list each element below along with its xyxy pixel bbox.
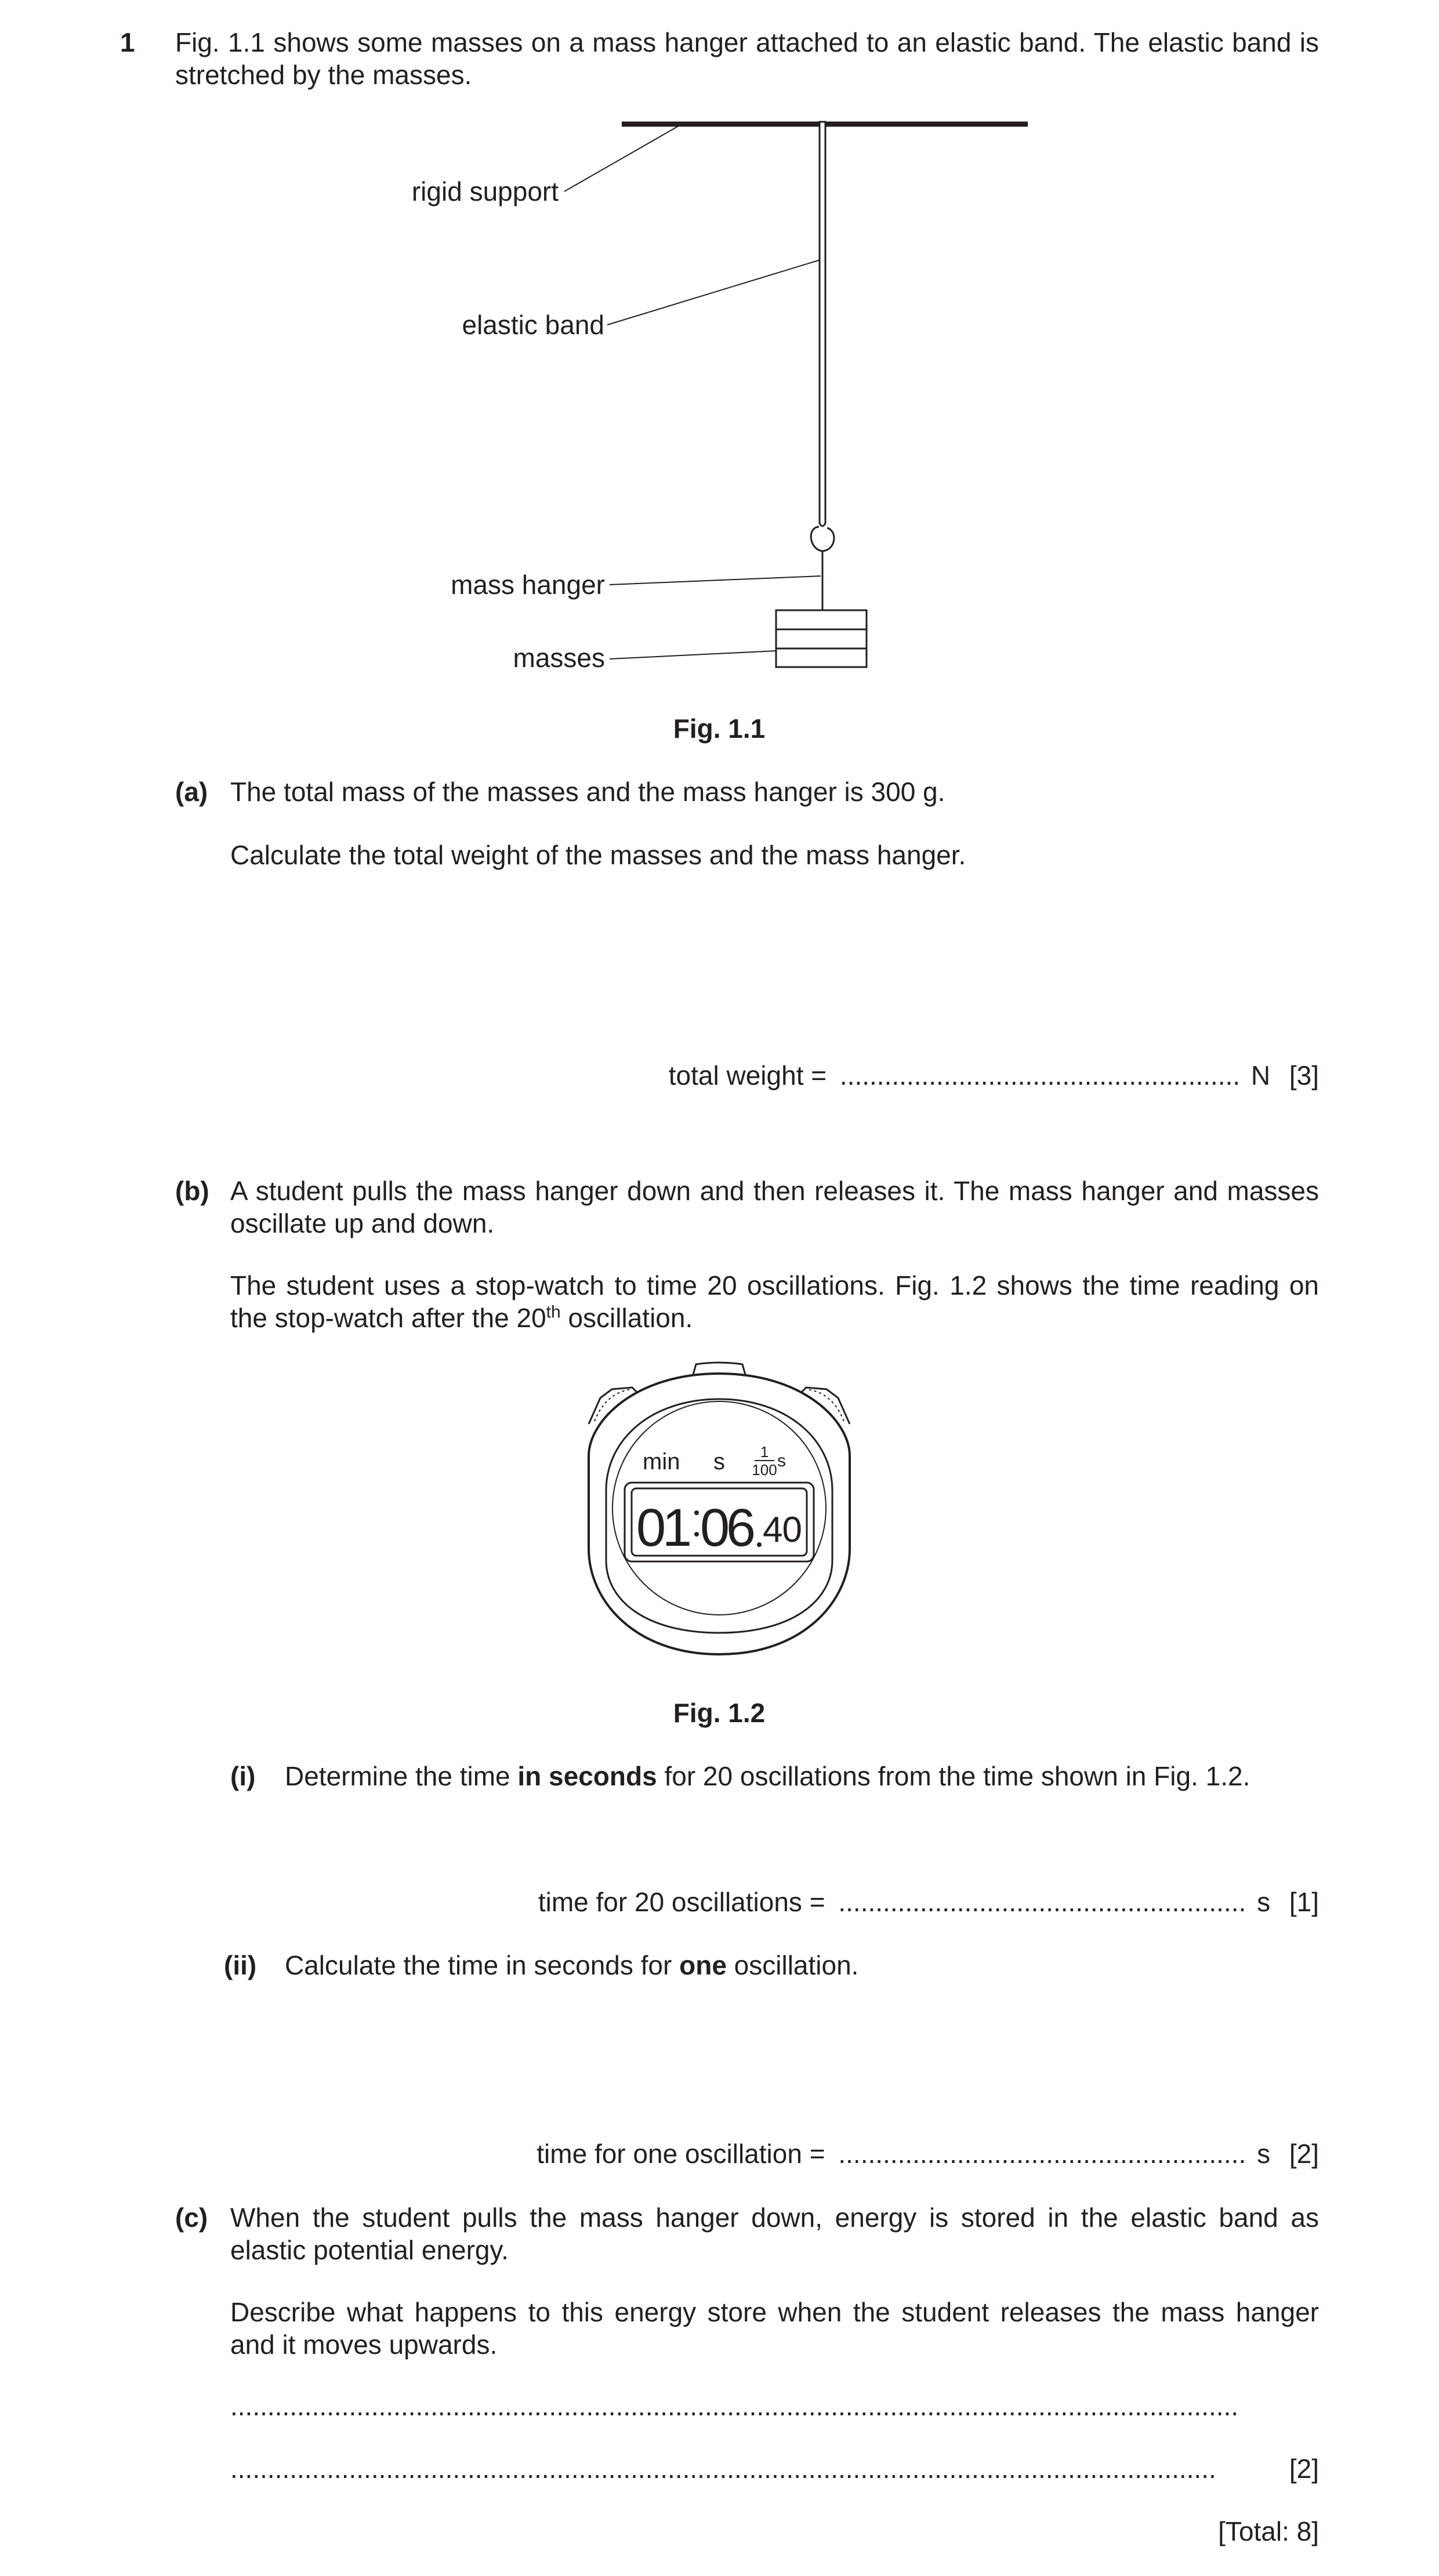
part-c-para1: When the student pulls the mass hanger down, energy is stored in the elastic band as elastic potential energy. xyxy=(230,2202,1319,2265)
marks: [2] xyxy=(1289,2454,1319,2484)
stopwatch-diagram xyxy=(577,1357,861,1665)
answer-dots[interactable]: ..................................................................................................................................... xyxy=(230,2454,1216,2484)
answer-label: time for 20 oscillations = xyxy=(538,1887,825,1917)
part-c-para2: Describe what happens to this energy store when the student releases the mass hanger and it moves upwards. xyxy=(230,2297,1319,2360)
part-b-para2: The student uses a stop-watch to time 20 oscillations. Fig. 1.2 shows the time reading on the stop-watch after the 20th oscillation. xyxy=(230,1270,1319,1333)
marks: [1] xyxy=(1289,1887,1319,1917)
label-elastic-band: elastic band xyxy=(462,310,604,340)
part-b-ii-text: Calculate the time in seconds for one oscillation. xyxy=(285,1950,859,1980)
answer-unit: s xyxy=(1257,2139,1271,2169)
question-number: 1 xyxy=(120,27,135,57)
question-intro: Fig. 1.1 shows some masses on a mass hanger attached to an elastic band. The elastic band is stretched by the masses. xyxy=(175,27,1319,90)
part-c-answer-line-2[interactable] xyxy=(230,2452,1319,2485)
total-marks: [Total: 8] xyxy=(1218,2516,1319,2546)
frac-den: 100 xyxy=(752,1461,777,1479)
elastic-band xyxy=(820,122,825,526)
label-rigid-support: rigid support xyxy=(411,176,559,206)
part-b-i-label: (i) xyxy=(230,1761,256,1791)
part-c-answer-line-1[interactable]: ........................................................................................................................................ xyxy=(230,2391,1239,2421)
part-b-ii-answer-line[interactable] xyxy=(537,2137,1319,2170)
part-b-i-answer-line[interactable] xyxy=(538,1886,1319,1918)
unit-s: s xyxy=(713,1449,725,1474)
part-c-label: (c) xyxy=(175,2202,208,2233)
marks: [2] xyxy=(1289,2139,1319,2169)
part-a-line1: The total mass of the masses and the mass hanger is 300 g. xyxy=(230,777,945,807)
answer-label: time for one oscillation = xyxy=(537,2139,825,2169)
answer-unit: N xyxy=(1250,1060,1271,1090)
label-mass-hanger: mass hanger xyxy=(451,570,605,600)
fig-1-2-caption: Fig. 1.2 xyxy=(673,1698,766,1728)
part-b-i-text: Determine the time in seconds for 20 oscillations from the time shown in Fig. 1.2. xyxy=(285,1761,1250,1791)
answer-dots[interactable]: ...................................................... xyxy=(839,1060,1241,1090)
label-masses: masses xyxy=(513,643,605,673)
part-a-line2: Calculate the total weight of the masses and the mass hanger. xyxy=(230,840,966,870)
hanger-hook xyxy=(811,527,834,551)
answer-dots[interactable]: ....................................................... xyxy=(838,1887,1246,1917)
display-seconds: 06 xyxy=(700,1498,756,1557)
frac-s: s xyxy=(777,1451,786,1470)
marks: [3] xyxy=(1289,1060,1319,1090)
unit-min: min xyxy=(643,1449,680,1474)
answer-label: total weight = xyxy=(668,1060,827,1090)
display-hundredths: 40 xyxy=(763,1510,802,1550)
fig-1-1-diagram xyxy=(348,104,1102,684)
part-b-label: (b) xyxy=(175,1176,209,1206)
display-minutes: 01 xyxy=(636,1498,692,1557)
fig-1-1-caption: Fig. 1.1 xyxy=(673,713,766,744)
frac-num: 1 xyxy=(760,1443,769,1461)
answer-dots[interactable]: ....................................................... xyxy=(838,2139,1246,2169)
part-b-ii-label: (ii) xyxy=(224,1950,257,1980)
answer-unit: s xyxy=(1257,1887,1271,1917)
part-a-answer-line[interactable] xyxy=(669,1059,1319,1092)
part-a-label: (a) xyxy=(175,777,208,807)
part-b-para1: A student pulls the mass hanger down and then releases it. The mass hanger and masses oscillate up and down. xyxy=(230,1176,1319,1238)
masses-stack xyxy=(776,610,867,667)
